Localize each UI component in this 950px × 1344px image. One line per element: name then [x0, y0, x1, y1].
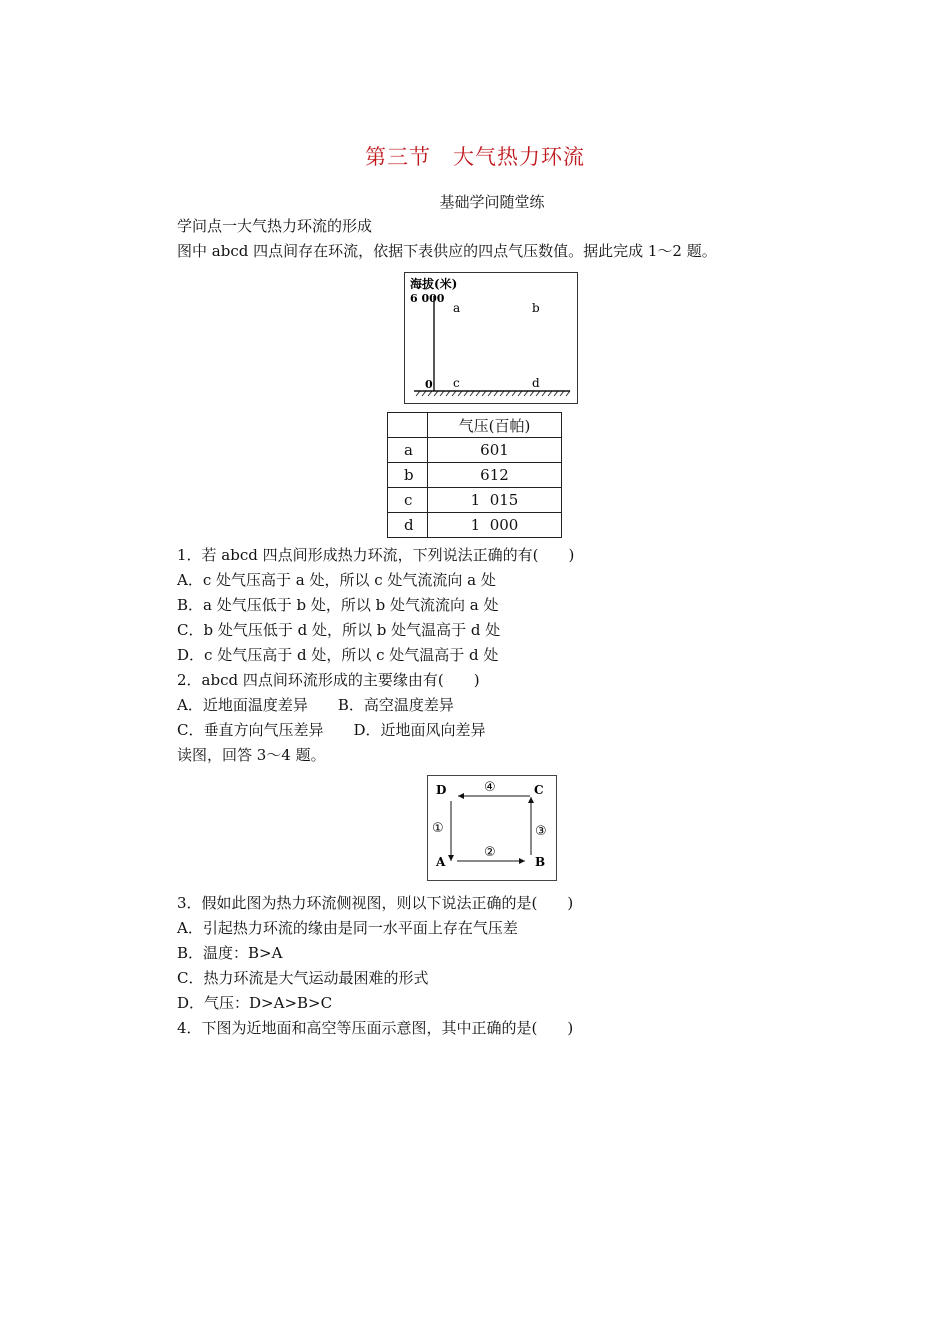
question-2-stem: 2．abcd 四点间环流形成的主要缘由有( ) [177, 671, 480, 689]
corner-b-label: B [535, 855, 546, 869]
table-row-key: c [388, 488, 428, 513]
altitude-zero-label: 0 [425, 378, 433, 391]
table-row [388, 513, 562, 538]
table-row-value: 1 015 [428, 488, 562, 513]
question-1-option-c: C．b 处气压低于 d 处，所以 b 处气温高于 d 处 [177, 621, 501, 639]
question-3-option-c: C．热力环流是大气运动最困难的形式 [177, 969, 429, 987]
question-2-options-ab: A．近地面温度差异 B．高空温度差异 [177, 696, 454, 714]
page-title: 第三节 大气热力环流 [365, 145, 585, 169]
question-3-stem: 3．假如此图为热力环流侧视图，则以下说法正确的是( ) [177, 894, 574, 912]
arrow-1-label: ① [432, 821, 444, 836]
table-row [388, 463, 562, 488]
corner-d-label: D [436, 783, 447, 797]
altitude-axis-label: 海拔(米) [410, 277, 458, 291]
question-1-option-d: D．c 处气压高于 d 处，所以 c 处气温高于 d 处 [177, 646, 499, 664]
arrow-4-label: ④ [484, 780, 496, 795]
corner-c-label: C [534, 783, 544, 797]
table-header-pressure: 气压(百帕) [428, 413, 562, 438]
table-row-value: 601 [428, 438, 562, 463]
question-3-option-a: A．引起热力环流的缘由是同一水平面上存在气压差 [177, 919, 518, 937]
table-row-key: d [388, 513, 428, 538]
section-subtitle: 基础学问随堂练 [439, 193, 545, 211]
pressure-table [387, 412, 562, 538]
point-d: d [532, 376, 540, 390]
read-instruction: 读图，回答 3～4 题。 [177, 746, 326, 764]
question-1-stem: 1．若 abcd 四点间形成热力环流，下列说法正确的有( ) [177, 546, 575, 564]
table-row-key: b [388, 463, 428, 488]
question-2-options-cd: C．垂直方向气压差异 D．近地面风向差异 [177, 721, 486, 739]
arrow-2-label: ② [484, 845, 496, 860]
question-intro: 图中 abcd 四点间存在环流，依据下表供应的四点气压数值。据此完成 1～2 题。 [177, 242, 717, 260]
knowledge-point-heading: 学问点一大气热力环流的形成 [177, 217, 373, 235]
question-3-option-d: D．气压：D>A>B>C [177, 994, 333, 1012]
table-row-key: a [388, 438, 428, 463]
point-a: a [453, 301, 461, 315]
question-1-option-b: B．a 处气压低于 b 处，所以 b 处气流流向 a 处 [177, 596, 499, 614]
table-row-value: 1 000 [428, 513, 562, 538]
question-1-option-a: A．c 处气压高于 a 处，所以 c 处气流流向 a 处 [177, 571, 496, 589]
corner-a-label: A [436, 855, 446, 869]
question-3-option-b: B．温度：B>A [177, 944, 283, 962]
table-header-row [388, 413, 562, 438]
table-row-value: 612 [428, 463, 562, 488]
table-row [388, 438, 562, 463]
altitude-diagram [404, 272, 578, 404]
table-row [388, 488, 562, 513]
question-4-stem: 4．下图为近地面和高空等压面示意图，其中正确的是( ) [177, 1019, 574, 1037]
point-c: c [453, 376, 460, 390]
point-b: b [532, 301, 540, 315]
circulation-diagram [427, 775, 557, 881]
altitude-6000-label: 6 000 [410, 292, 445, 305]
table-corner-cell [388, 413, 428, 438]
arrow-3-label: ③ [535, 824, 547, 839]
